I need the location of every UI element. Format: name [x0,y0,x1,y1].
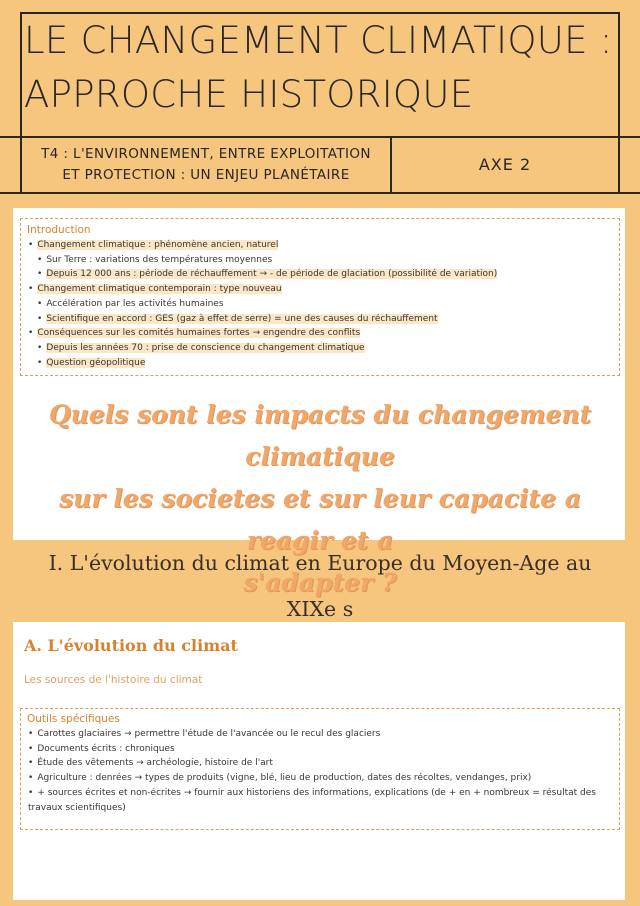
list-item: • Scientifique en accord : GES (gaz à effet de serre) = une des causes du réchauffement [37,313,438,324]
list-item: • Documents écrits : chroniques [28,743,175,754]
sources-label: Les sources de l'histoire du climat [24,674,203,686]
list-item: • Accélération par les activités humaines [37,298,224,309]
list-item: • Depuis les années 70 : prise de conscience du changement climatique [37,342,365,353]
list-item: • + sources écrites et non-écrites → fournir aux historiens des informations, explications (de + en + nombreux = résultat des travaux scientifiques) [28,787,596,813]
intro-list [27,238,619,370]
page-title [24,14,614,122]
theme-line1: T4 : L'ENVIRONNEMENT, ENTRE EXPLOITATION [41,146,371,162]
outils-list [27,727,619,815]
list-item: • Conséquences sur les comités humaines fortes → engendre des conflits [28,328,361,339]
subsection-title: A. L'évolution du climat [24,636,238,655]
question-line1: Quels sont les impacts du changement climatique [48,400,592,471]
list-item: • Carottes glaciaires → permettre l'étude de l'avancée ou le recul des glaciers [28,729,381,739]
list-item: • Sur Terre : variations des températures moyennes [37,254,273,265]
list-item: • Étude des vêtements → archéologie, histoire de l'art [28,758,273,769]
section-title-line2: XIXe s [286,597,354,621]
outils-box [20,708,620,830]
section-title-line1: I. L'évolution du climat en Europe du Moyen-Age au [48,551,592,575]
page-title-line2: APPROCHE HISTORIQUE [24,73,474,116]
question-line3: s'adapter ? [243,568,397,597]
intro-box [20,218,620,376]
list-item: • Question géopolitique [37,357,146,368]
theme-line2: ET PROTECTION : UN ENJEU PLANÉTAIRE [62,167,350,183]
list-item: • Depuis 12 000 ans : période de réchauffement → - de période de glaciation (possibilité de variation) [37,269,498,280]
list-item: • Changement climatique contemporain : type nouveau [28,284,282,295]
intro-heading: Introduction [27,224,91,236]
list-item: • Changement climatique : phénomène ancien, naturel [28,240,279,250]
theme-label [20,138,392,192]
page-title-line1: LE CHANGEMENT CLIMATIQUE : [24,19,613,62]
list-item: • Agriculture : denrées → types de produits (vigne, blé, lieu de production, dates des récoltes, vendanges, prix) [28,773,532,784]
outils-heading: Outils spécifiques [27,713,120,725]
section-title [20,540,620,632]
theme-row [0,136,640,194]
question-line2: sur les societes et sur leur capacite a reagir et a [59,484,581,555]
axe-label: AXE 2 [392,138,620,192]
